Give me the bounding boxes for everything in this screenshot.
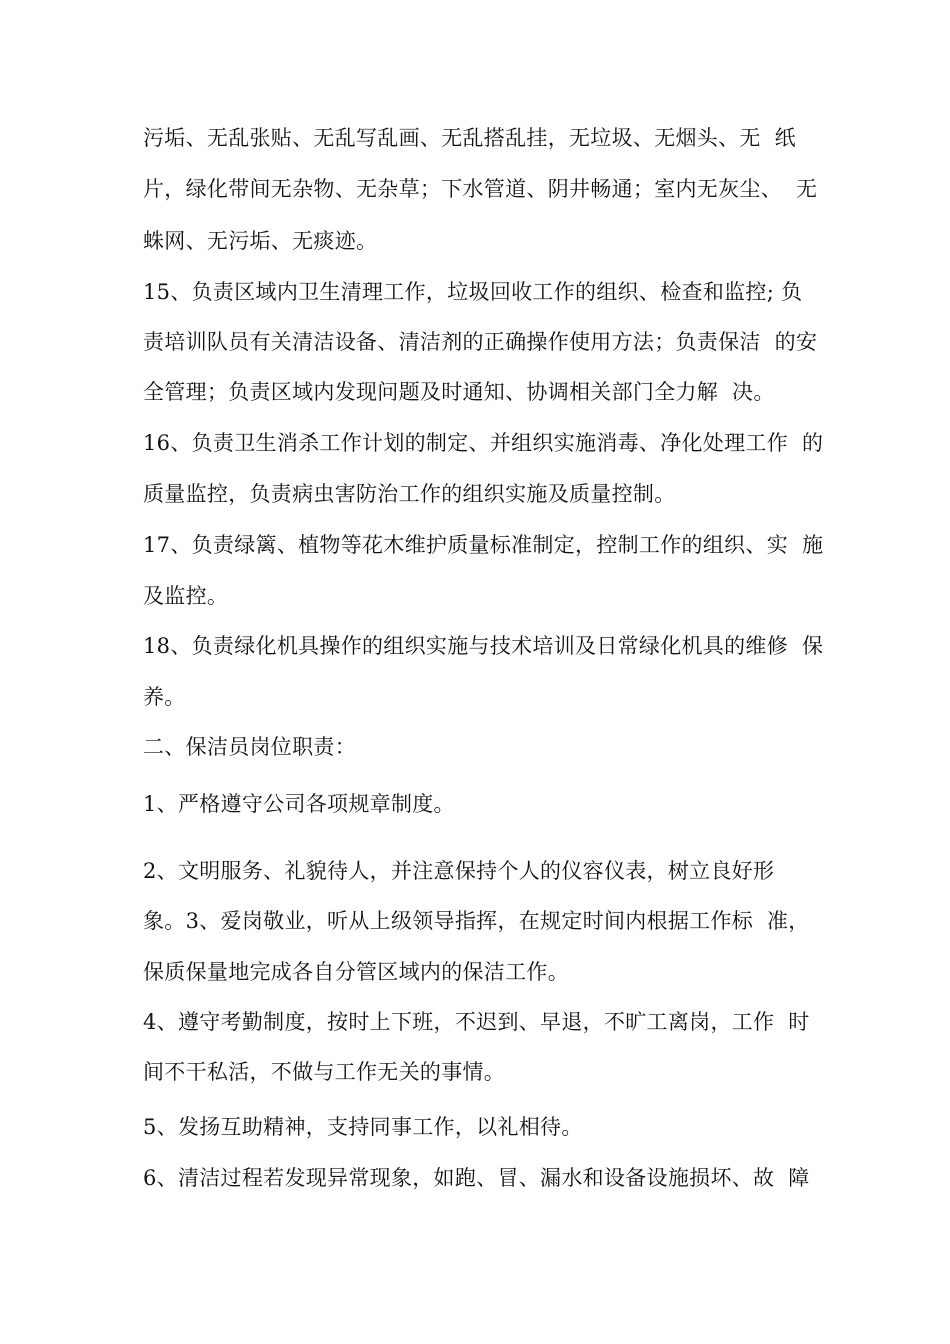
text-line: 污垢、无乱张贴、无乱写乱画、无乱搭乱挂，无垃圾、无烟头、无 纸 (143, 126, 796, 150)
text-line: 4、遵守考勤制度，按时上下班，不迟到、早退，不旷工离岗，工作 时 (143, 1010, 810, 1034)
text-line: 16、负责卫生消杀工作计划的制定、并组织实施消毒、净化处理工作 的 (143, 431, 824, 455)
text-line: 6、清洁过程若发现异常现象，如跑、冒、漏水和设备设施损坏、故 障 (143, 1166, 810, 1190)
text-line: 片，绿化带间无杂物、无杂草；下水管道、阴井畅通；室内无灰尘、 无 (143, 177, 818, 201)
text-line: 质量监控，负责病虫害防治工作的组织实施及质量控制。 (143, 482, 676, 506)
text-line: 养。 (143, 685, 186, 709)
text-line: 2、文明服务、礼貌待人，并注意保持个人的仪容仪表，树立良好形 (143, 859, 775, 883)
text-line: 间不干私活，不做与工作无关的事情。 (143, 1060, 506, 1084)
text-line: 象。3、爱岗敬业，听从上级领导指挥，在规定时间内根据工作标 准， (143, 909, 810, 933)
text-line: 1、严格遵守公司各项规章制度。 (143, 792, 455, 816)
text-line: 15、负责区域内卫生清理工作，垃圾回收工作的组织、检查和监控; 负 (143, 280, 803, 304)
text-line: 蛛网、无污垢、无痰迹。 (143, 229, 378, 253)
section-heading: 二、保洁员岗位职责： (143, 735, 356, 759)
text-line: 5、发扬互助精神，支持同事工作，以礼相待。 (143, 1115, 583, 1139)
text-line: 全管理；负责区域内发现问题及时通知、协调相关部门全力解 决。 (143, 380, 775, 404)
text-line: 保质保量地完成各自分管区域内的保洁工作。 (143, 960, 569, 984)
text-line: 责培训队员有关清洁设备、清洁剂的正确操作使用方法；负责保洁 的安 (143, 330, 818, 354)
text-line: 17、负责绿篱、植物等花木维护质量标准制定，控制工作的组织、实 施 (143, 533, 824, 557)
text-line: 18、负责绿化机具操作的组织实施与技术培训及日常绿化机具的维修 保 (143, 634, 824, 658)
text-line: 及监控。 (143, 584, 229, 608)
